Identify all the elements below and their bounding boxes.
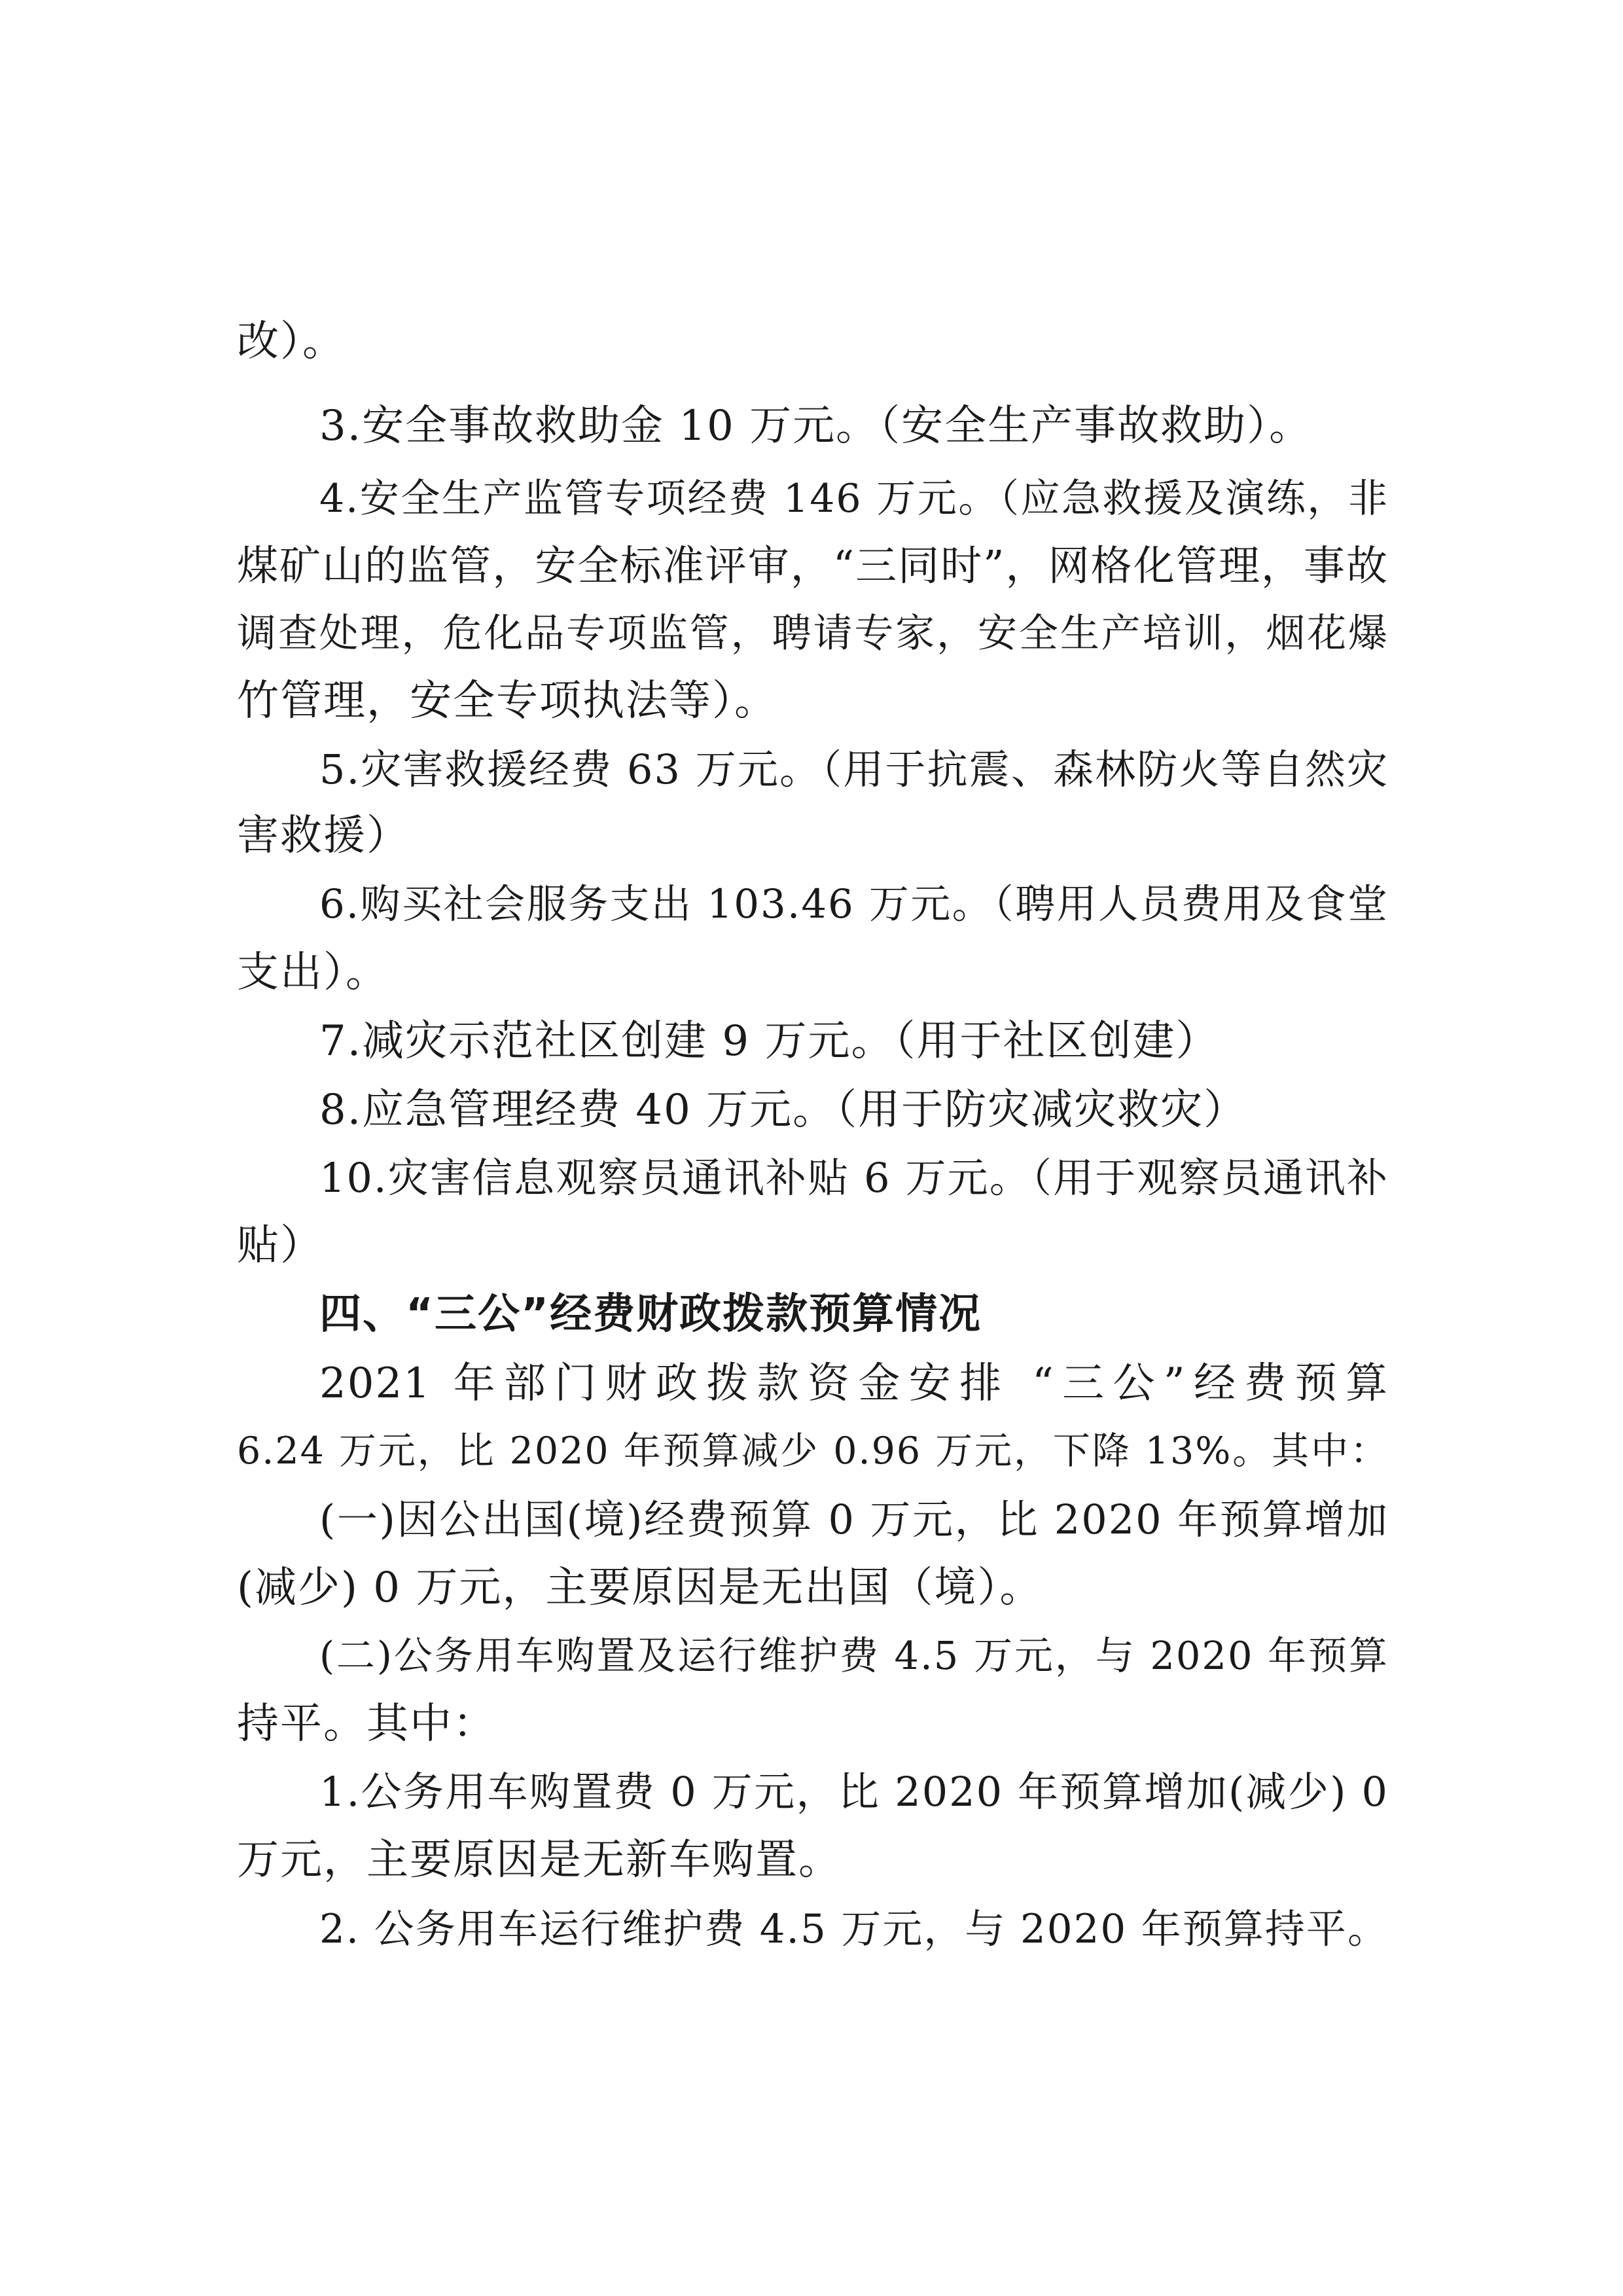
text-line: 4.安全生产监管专项经费 146 万元。（应急救援及演练，非 — [319, 476, 1389, 522]
text-line: 2021 年部门财政拨款资金安排 “三公”经费预算 — [319, 1359, 1389, 1408]
text-line: 5.灾害救援经费 63 万元。（用于抗震、森林防火等自然灾 — [319, 745, 1389, 793]
text-line: 调查处理，危化品专项监管，聘请专家，安全生产培训，烟花爆 — [237, 611, 1389, 656]
text-line: (一)因公出国(境)经费预算 0 万元，比 2020 年预算增加 — [319, 1496, 1389, 1543]
text-line: (减少) 0 万元，主要原因是无出国（境）。 — [237, 1564, 1043, 1612]
text-line: 6.购买社会服务支出 103.46 万元。（聘用人员费用及食堂 — [319, 881, 1389, 927]
text-line: 6.24 万元，比 2020 年预算减少 0.96 万元，下降 13%。其中： — [237, 1429, 1389, 1473]
text-line: 8.应急管理经费 40 万元。（用于防灾减灾救灾） — [319, 1086, 1247, 1134]
text-line: (二)公务用车购置及运行维护费 4.5 万元，与 2020 年预算 — [319, 1633, 1389, 1678]
text-line: 万元，主要原因是无新车购置。 — [237, 1836, 842, 1884]
section-heading: 四、“三公”经费财政拨款预算情况 — [319, 1290, 982, 1338]
text-line: 10.灾害信息观察员通讯补贴 6 万元。（用于观察员通讯补 — [319, 1154, 1389, 1202]
text-line: 贴） — [237, 1221, 323, 1270]
text-line: 3.安全事故救助金 10 万元。（安全生产事故救助）。 — [319, 402, 1313, 450]
text-line: 持平。其中： — [237, 1700, 496, 1748]
text-line: 竹管理，安全专项执法等）。 — [237, 677, 777, 725]
text-line: 1.公务用车购置费 0 万元，比 2020 年预算增加(减少) 0 — [319, 1768, 1389, 1816]
text-line: 2. 公务用车运行维护费 4.5 万元，与 2020 年预算持平。 — [319, 1906, 1389, 1952]
text-line: 支出）。 — [237, 948, 389, 997]
text-line: 7.减灾示范社区创建 9 万元。（用于社区创建） — [319, 1017, 1219, 1066]
text-line: 害救援） — [237, 812, 410, 860]
text-line: 煤矿山的监管，安全标准评审，“三同时”，网格化管理，事故 — [237, 542, 1389, 590]
text-line: 改）。 — [237, 317, 346, 366]
